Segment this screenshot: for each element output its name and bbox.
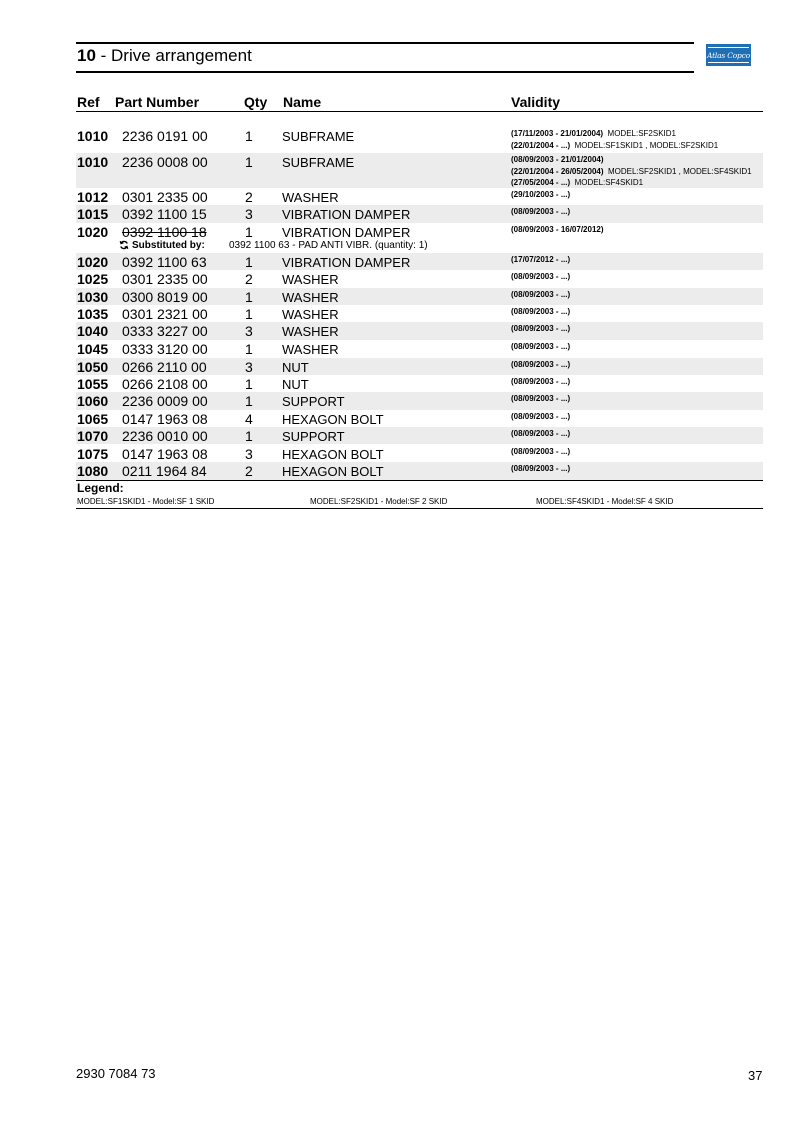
row-qty: 1	[245, 376, 253, 392]
table-row	[76, 188, 763, 205]
validity-date: (08/09/2003 - ...)	[511, 464, 571, 473]
validity-line	[511, 359, 570, 371]
row-name: WASHER	[282, 190, 339, 205]
row-validity	[511, 446, 570, 458]
validity-model: MODEL:SF1SKID1 , MODEL:SF2SKID1	[574, 140, 719, 150]
table-row	[76, 445, 763, 462]
row-part-number: 0147 1963 08	[122, 411, 208, 427]
legend-item: MODEL:SF2SKID1 - Model:SF 2 SKID	[310, 497, 448, 506]
row-ref: 1025	[77, 271, 109, 287]
row-qty: 4	[245, 411, 253, 427]
row-name: WASHER	[282, 290, 339, 305]
row-part-number: 2236 0191 00	[122, 128, 208, 144]
table-row	[76, 270, 763, 287]
row-ref: 1010	[77, 128, 109, 144]
section-title-text: - Drive arrangement	[95, 46, 252, 65]
substitution-text: 0392 1100 63 - PAD ANTI VIBR. (quantity: 1)	[229, 240, 428, 251]
table-row	[76, 127, 763, 153]
validity-line	[511, 166, 752, 178]
validity-line	[511, 446, 570, 458]
table-row	[76, 410, 763, 427]
row-validity	[511, 323, 570, 335]
row-validity	[511, 128, 718, 151]
row-qty: 3	[245, 359, 253, 375]
row-name: WASHER	[282, 324, 339, 339]
row-validity	[511, 154, 752, 189]
legend-rule	[76, 480, 763, 481]
row-part-number: 0392 1100 63	[122, 254, 207, 270]
row-qty: 3	[245, 446, 253, 462]
validity-line	[511, 177, 752, 189]
row-qty: 2	[245, 271, 253, 287]
validity-date: (08/09/2003 - 21/01/2004)	[511, 155, 604, 164]
row-validity	[511, 306, 570, 318]
row-qty: 1	[245, 341, 253, 357]
table-row	[76, 427, 763, 444]
row-ref: 1060	[77, 393, 109, 409]
row-ref: 1080	[77, 463, 109, 479]
table-row	[76, 375, 763, 392]
column-header-rule	[76, 111, 763, 112]
column-header-name: Name	[283, 94, 322, 110]
validity-date: (08/09/2003 - ...)	[511, 377, 571, 386]
section-number: 10	[77, 46, 96, 65]
row-ref: 1012	[77, 189, 109, 205]
row-ref: 1075	[77, 446, 109, 462]
row-part-number: 0266 2110 00	[122, 359, 207, 375]
validity-line	[511, 140, 718, 152]
row-validity	[511, 254, 570, 266]
row-name: HEXAGON BOLT	[282, 412, 384, 427]
row-ref: 1020	[77, 224, 109, 240]
row-part-number: 0300 8019 00	[122, 289, 208, 305]
validity-line	[511, 206, 570, 218]
validity-line	[511, 376, 570, 388]
row-name: SUBFRAME	[282, 155, 355, 170]
validity-line	[511, 224, 604, 236]
logo-text: Atlas Copco	[707, 50, 750, 60]
row-ref: 1050	[77, 359, 109, 375]
validity-line	[511, 411, 570, 423]
row-name: WASHER	[282, 307, 339, 322]
row-name: SUPPORT	[282, 394, 345, 409]
row-part-number: 0392 1100 18	[122, 224, 207, 240]
substitute-icon	[119, 240, 129, 250]
row-qty: 1	[245, 128, 253, 144]
validity-line	[511, 428, 570, 440]
validity-model: MODEL:SF2SKID1 , MODEL:SF4SKID1	[607, 166, 752, 176]
row-name: VIBRATION DAMPER	[282, 207, 411, 222]
row-validity	[511, 393, 570, 405]
table-row	[76, 322, 763, 340]
row-qty: 1	[245, 289, 253, 305]
validity-line	[511, 154, 752, 166]
table-row	[76, 288, 763, 305]
row-validity	[511, 463, 570, 475]
table-row	[76, 305, 763, 322]
validity-date: (17/07/2012 - ...)	[511, 255, 571, 264]
document-number: 2930 7084 73	[76, 1066, 156, 1081]
validity-line	[511, 323, 570, 335]
row-ref: 1015	[77, 206, 109, 222]
row-qty: 1	[245, 154, 253, 170]
row-part-number: 0301 2335 00	[122, 271, 208, 287]
row-validity	[511, 341, 570, 353]
substituted-by-text: Substituted by:	[132, 240, 205, 251]
validity-date: (27/05/2004 - ...)	[511, 178, 571, 187]
validity-date: (08/09/2003 - ...)	[511, 360, 571, 369]
header-rule-top	[76, 42, 694, 44]
row-qty: 2	[245, 463, 253, 479]
table-row	[76, 358, 763, 375]
row-part-number: 0266 2108 00	[122, 376, 208, 392]
validity-model: MODEL:SF4SKID1	[574, 178, 644, 187]
table-row	[76, 340, 763, 357]
row-name: VIBRATION DAMPER	[282, 225, 411, 240]
row-ref: 1035	[77, 306, 109, 322]
row-qty: 1	[245, 254, 253, 270]
header-rule-bottom	[76, 71, 694, 73]
validity-line	[511, 463, 570, 475]
row-part-number: 0392 1100 15	[122, 206, 207, 222]
table-row	[76, 205, 763, 223]
row-validity	[511, 428, 570, 440]
validity-date: (08/09/2003 - 16/07/2012)	[511, 225, 604, 234]
validity-date: (08/09/2003 - ...)	[511, 272, 571, 281]
row-qty: 1	[245, 306, 253, 322]
row-ref: 1010	[77, 154, 109, 170]
table-row	[76, 392, 763, 410]
row-part-number: 0301 2335 00	[122, 189, 208, 205]
row-validity	[511, 271, 570, 283]
row-name: SUPPORT	[282, 429, 345, 444]
validity-date: (08/09/2003 - ...)	[511, 290, 571, 299]
row-name: WASHER	[282, 272, 339, 287]
row-name: VIBRATION DAMPER	[282, 255, 411, 270]
validity-date: (22/01/2004 - 26/05/2004)	[511, 166, 604, 176]
validity-date: (08/09/2003 - ...)	[511, 307, 571, 316]
atlas-copco-logo	[706, 44, 751, 66]
validity-date: (08/09/2003 - ...)	[511, 394, 571, 403]
row-qty: 1	[245, 428, 253, 444]
row-part-number: 0147 1963 08	[122, 446, 208, 462]
row-ref: 1070	[77, 428, 109, 444]
row-validity	[511, 206, 570, 218]
row-validity	[511, 359, 570, 371]
validity-line	[511, 254, 570, 266]
row-ref: 1045	[77, 341, 109, 357]
table-row	[76, 462, 763, 480]
row-name: NUT	[282, 360, 309, 375]
row-validity	[511, 376, 570, 388]
table-row	[76, 153, 763, 188]
row-name: HEXAGON BOLT	[282, 447, 384, 462]
row-name: HEXAGON BOLT	[282, 464, 384, 479]
validity-date: (08/09/2003 - ...)	[511, 429, 571, 438]
validity-line	[511, 393, 570, 405]
substituted-by-label	[119, 240, 205, 251]
section-title	[77, 46, 252, 66]
row-qty: 2	[245, 189, 253, 205]
table-row	[76, 223, 763, 240]
validity-date: (08/09/2003 - ...)	[511, 324, 571, 333]
row-qty: 3	[245, 206, 253, 222]
row-validity	[511, 411, 570, 423]
validity-date: (08/09/2003 - ...)	[511, 412, 571, 421]
column-header-ref: Ref	[77, 94, 100, 110]
row-ref: 1065	[77, 411, 109, 427]
legend-item: MODEL:SF1SKID1 - Model:SF 1 SKID	[77, 497, 215, 506]
row-part-number: 0333 3227 00	[122, 323, 208, 339]
validity-line	[511, 128, 718, 140]
row-part-number: 0211 1964 84	[122, 463, 207, 479]
column-header-part-number: Part Number	[115, 94, 200, 110]
validity-line	[511, 271, 570, 283]
row-ref: 1040	[77, 323, 109, 339]
table-row	[76, 253, 763, 270]
row-ref: 1020	[77, 254, 109, 270]
validity-date: (17/11/2003 - 21/01/2004)	[511, 129, 604, 138]
row-qty: 1	[245, 393, 253, 409]
validity-line	[511, 306, 570, 318]
column-header-qty: Qty	[244, 94, 268, 110]
validity-date: (08/09/2003 - ...)	[511, 447, 571, 456]
row-validity	[511, 289, 570, 301]
row-name: SUBFRAME	[282, 129, 355, 144]
legend-item: MODEL:SF4SKID1 - Model:SF 4 SKID	[536, 497, 674, 506]
legend-title: Legend:	[77, 481, 124, 495]
validity-line	[511, 341, 570, 353]
validity-date: (29/10/2003 - ...)	[511, 190, 571, 199]
legend-bottom-rule	[76, 508, 763, 509]
row-validity	[511, 224, 604, 236]
column-header-validity: Validity	[511, 94, 561, 110]
row-name: WASHER	[282, 342, 339, 357]
row-qty: 3	[245, 323, 253, 339]
row-part-number: 0333 3120 00	[122, 341, 208, 357]
row-part-number: 2236 0009 00	[122, 393, 208, 409]
validity-line	[511, 289, 570, 301]
row-name: NUT	[282, 377, 309, 392]
row-validity	[511, 189, 570, 201]
row-part-number: 2236 0008 00	[122, 154, 208, 170]
validity-date: (22/01/2004 - ...)	[511, 140, 571, 150]
row-qty: 1	[245, 224, 253, 240]
validity-date: (08/09/2003 - ...)	[511, 207, 571, 216]
validity-date: (08/09/2003 - ...)	[511, 342, 571, 351]
row-part-number: 0301 2321 00	[122, 306, 208, 322]
validity-model: MODEL:SF2SKID1	[607, 129, 676, 138]
validity-line	[511, 189, 570, 201]
row-ref: 1055	[77, 376, 109, 392]
page-number: 37	[748, 1068, 763, 1083]
row-part-number: 2236 0010 00	[122, 428, 208, 444]
row-ref: 1030	[77, 289, 109, 305]
